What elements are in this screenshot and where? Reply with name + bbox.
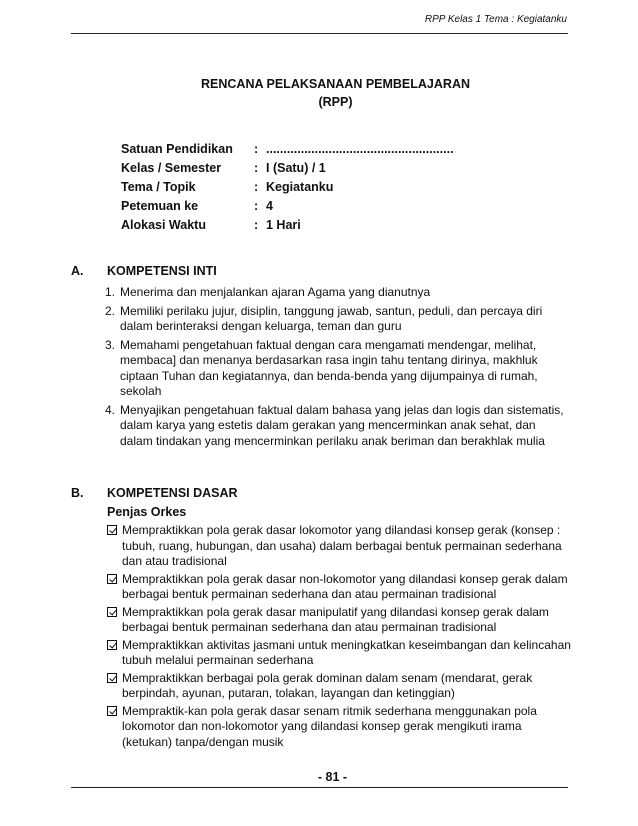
running-header: RPP Kelas 1 Tema : Kegiatanku xyxy=(424,14,567,25)
item-text: Memahami pengetahuan faktual dengan cara mengamati mendengar, melihat, membaca] dan menanya berdasarkan rasa ingin tahu tentang dirinya, makhluk ciptaan Tuhan dan kegiatannya, dan benda-benda yang dijumpainya di rumah, sekolah xyxy=(120,337,538,398)
list-item xyxy=(107,671,571,702)
section-letter: A. xyxy=(71,264,84,278)
checkbox-checked-icon xyxy=(107,525,117,535)
section-title: KOMPETENSI INTI xyxy=(107,264,217,278)
footer-divider xyxy=(71,787,568,788)
kd-list xyxy=(107,523,571,750)
item-text: Memiliki perilaku jujur, disiplin, tanggung jawab, santun, peduli, dan percaya diri dalam berinteraksi dengan keluarga, teman dan guru xyxy=(120,303,543,333)
page-number xyxy=(71,770,568,784)
identity-colon: : xyxy=(254,218,259,232)
identity-label: Alokasi Waktu xyxy=(121,218,206,232)
identity-value: Kegiatanku xyxy=(266,180,334,194)
identity-label: Tema / Topik xyxy=(121,180,196,194)
header-divider xyxy=(71,33,568,34)
identity-row xyxy=(121,140,454,159)
title-line-1: RENCANA PELAKSANAAN PEMBELAJARAN xyxy=(201,77,470,91)
checkbox-checked-icon xyxy=(107,607,117,617)
identity-label: Kelas / Semester xyxy=(121,161,222,175)
item-text: Menyajikan pengetahuan faktual dalam bahasa yang jelas dan logis dan sistematis, dalam karya yang estetis dalam gerakan yang mencerminkan anak sehat, dan dalam tindakan yang mencerminkan perilaku anak beriman dan berakhlak mulia xyxy=(120,402,564,448)
identity-row xyxy=(121,197,454,216)
identity-colon: : xyxy=(254,180,259,194)
ki-list xyxy=(107,285,571,449)
identity-value: 4 xyxy=(266,199,273,213)
item-number: 1. xyxy=(105,285,116,299)
identity-row xyxy=(121,159,454,178)
checkbox-checked-icon xyxy=(107,574,117,584)
list-item xyxy=(107,605,571,636)
identity-table xyxy=(121,140,454,235)
list-item xyxy=(107,523,571,570)
item-text: Mempraktik-kan pola gerak dasar senam ritmik sederhana menggunakan pola lokomotor dan non-lokomotor yang dilandasi konsep gerak mengikuti irama (ketukan) tanpa/dengan musik xyxy=(122,703,537,749)
checkbox-checked-icon xyxy=(107,673,117,683)
section-heading xyxy=(71,484,571,503)
document-title xyxy=(71,75,568,111)
section-heading xyxy=(71,262,571,281)
item-text: Mempraktikkan berbagai pola gerak dominan dalam senam (mendarat, gerak berpindah, ayunan, putaran, tolakan, layangan dan ketinggian) xyxy=(122,670,533,700)
item-number: 3. xyxy=(105,337,116,352)
identity-value: I (Satu) / 1 xyxy=(266,161,326,175)
identity-label: Satuan Pendidikan xyxy=(121,142,233,156)
list-item xyxy=(107,403,571,450)
item-number: 4. xyxy=(105,402,116,417)
page-number-text: - 81 - xyxy=(317,770,348,784)
item-text: Mempraktikkan pola gerak dasar lokomotor yang dilandasi konsep gerak (konsep : tubuh, ruang, hubungan, dan usaha) dalam berbagai bentuk permainan sederhana dan atau tradisional xyxy=(122,523,562,568)
checkbox-checked-icon xyxy=(107,706,117,716)
title-line-2: (RPP) xyxy=(318,95,353,109)
section-kompetensi-dasar xyxy=(71,484,571,752)
section-kompetensi-inti xyxy=(71,262,571,452)
item-text: Menerima dan menjalankan ajaran Agama yang dianutnya xyxy=(120,285,431,299)
list-item xyxy=(107,638,571,669)
section-letter: B. xyxy=(71,486,84,500)
item-text: Mempraktikkan pola gerak dasar manipulatif yang dilandasi konsep gerak dalam berbagai bentuk permainan sederhana dan atau permainan tradisional xyxy=(122,604,549,634)
subject-heading: Penjas Orkes xyxy=(107,505,187,519)
list-item xyxy=(107,704,571,751)
identity-colon: : xyxy=(254,161,259,175)
identity-value: 1 Hari xyxy=(266,218,301,232)
item-number: 2. xyxy=(105,303,116,318)
item-text: Mempraktikkan pola gerak dasar non-lokomotor yang dilandasi konsep gerak dalam berbagai bentuk permainan sederhana dan atau permainan tradisional xyxy=(122,571,568,601)
identity-label: Petemuan ke xyxy=(121,199,199,213)
list-item xyxy=(107,338,571,400)
identity-colon: : xyxy=(254,199,259,213)
section-title: KOMPETENSI DASAR xyxy=(107,486,238,500)
identity-row xyxy=(121,178,454,197)
list-item xyxy=(107,285,571,301)
list-item xyxy=(107,572,571,603)
identity-value: ...................................................... xyxy=(266,142,454,156)
checkbox-checked-icon xyxy=(107,640,117,650)
list-item xyxy=(107,304,571,335)
identity-row xyxy=(121,216,454,235)
identity-colon: : xyxy=(254,142,259,156)
item-text: Mempraktikkan aktivitas jasmani untuk meningkatkan keseimbangan dan kelincahan tubuh melalui permainan sederhana xyxy=(122,637,571,667)
